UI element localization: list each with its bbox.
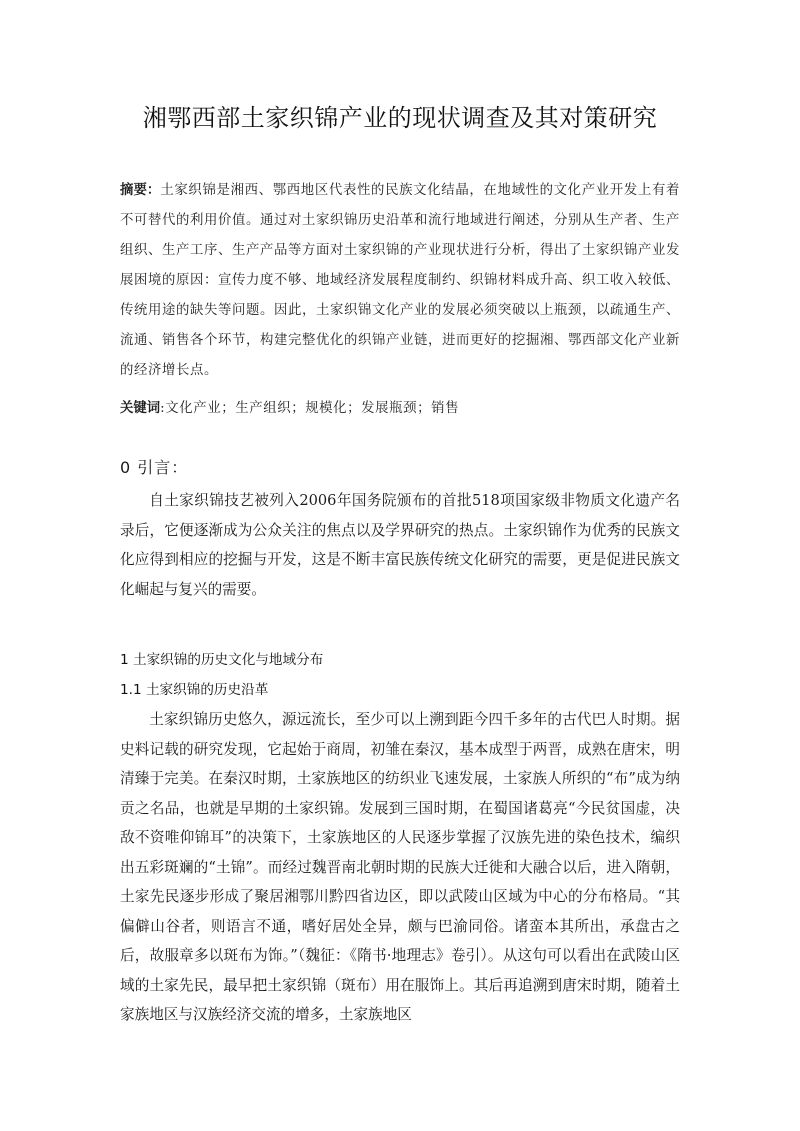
paper-title: 湘鄂西部土家织锦产业的现状调查及其对策研究 (142, 104, 658, 132)
history-paragraph: 土家织锦历史悠久，源远流长，至少可以上溯到距今四千多年的古代巴人时期。据史料记载的研究发现，它起始于商周，初雏在秦汉，基本成型于两晋，成熟在唐宋，明清臻于完美。在秦汉时期，土家族地区的纺织业飞速发展，土家族人所织的“布”成为纳贡之名品，也就是早期的土家织锦。发展到三国时期，在蜀国诸葛亮“今民贫国虚，决敌不资唯仰锦耳”的决策下，土家族地区的人民逐步掌握了汉族先进的染色技术，编织出五彩斑斓的“土锦”。而经过魏晋南北朝时期的民族大迁徙和大融合以后，进入隋朝，土家先民逐步形成了聚居湘鄂川黔四省边区，即以武陵山区域为中心的分布格局。“其偏僻山谷者，则语言不通，嗜好居处全异，颇与巴渝同俗。诸蛮本其所出，承盘古之后，故服章多以斑布为饰。”（魏征：《隋书·地理志》卷引）。从这句可以看出在武陵山区域的土家先民，最早把土家织锦（斑布）用在服饰上。其后再追溯到唐宋时期，随着土家族地区与汉族经济交流的增多，土家族地区 (120, 711, 680, 1023)
keywords-block (120, 394, 680, 424)
keywords-text: :文化产业；生产组织；规模化；发展瓶颈；销售 (160, 401, 460, 416)
intro-paragraph: 自土家织锦技艺被列入2006年国务院颁布的首批518项国家级非物质文化遗产名录后，它便逐渐成为公众关注的焦点以及学界研究的热点。土家织锦作为优秀的民族文化应得到相应的挖掘与开发，这是不断丰富民族传统文化研究的需要，更是促进民族文化崛起与复兴的需要。 (120, 492, 680, 598)
abstract-text: 土家织锦是湘西、鄂西地区代表性的民族文化结晶，在地域性的文化产业开发上有着不可替代的利用价值。通过对土家织锦历史沿革和流行地域进行阐述，分别从生产者、生产组织、生产工序、生产产品等方面对土家织锦的产业现状进行分析，得出了土家织锦产业发展困境的原因：宣传力度不够、地域经济发展程度制约、织锦材料成升高、织工收入较低、传统用途的缺失等问题。因此，土家织锦文化产业的发展必须突破以上瓶颈，以疏通生产、流通、销售各个环节，构建完整优化的织锦产业链，进而更好的挖掘湘、鄂西部文化产业新的经济增长点。 (120, 183, 680, 378)
abstract-block (120, 176, 680, 386)
section-1-heading: 1 土家织锦的历史文化与地域分布 (120, 652, 324, 668)
abstract-label: 摘要： (120, 183, 161, 198)
intro-heading: 0 引言： (120, 458, 189, 477)
section-1-1-heading: 1.1 土家织锦的历史沿革 (120, 682, 269, 698)
keywords-label: 关键词 (120, 401, 161, 416)
